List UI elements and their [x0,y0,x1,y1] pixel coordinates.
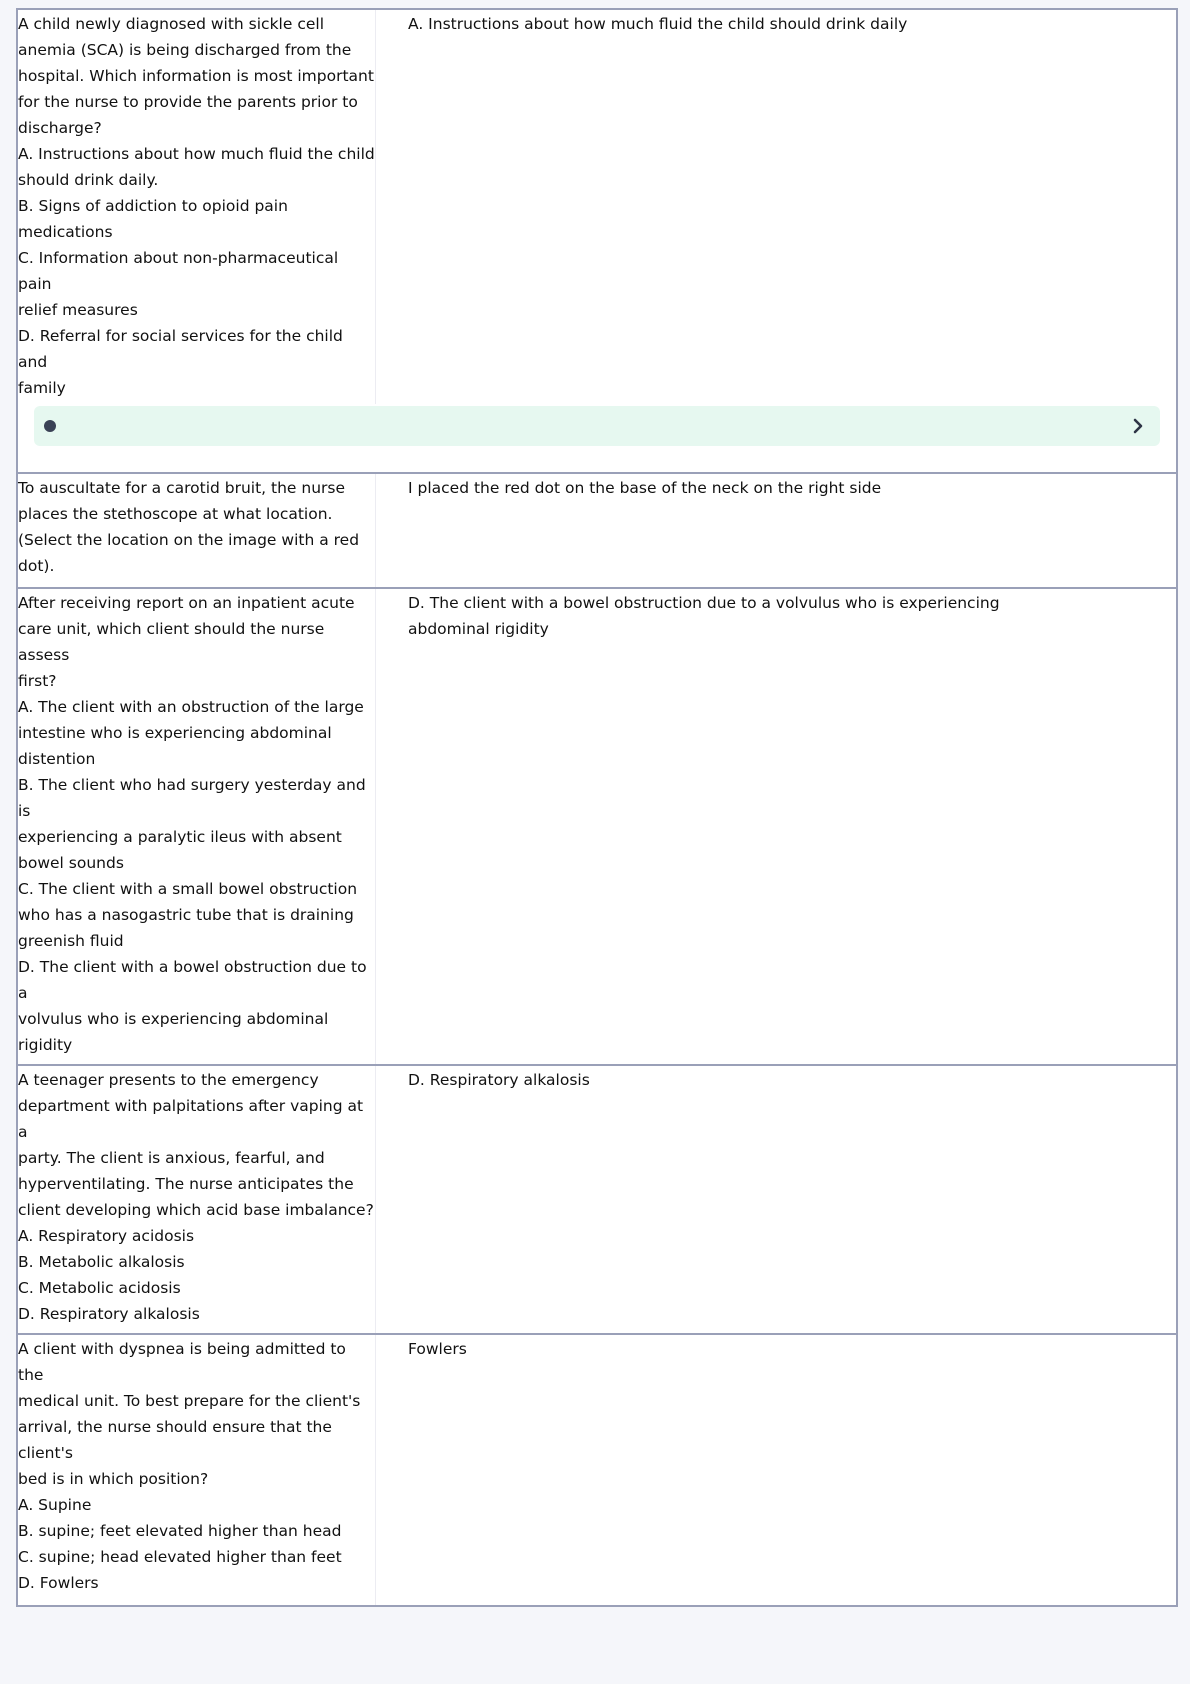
question-line: D. The client with a bowel obstruction due to a [18,958,367,1002]
answer-cell: I placed the red dot on the base of the neck on the right side [408,479,882,497]
question-line: who has a nasogastric tube that is draining [18,906,354,924]
answer-cell: Fowlers [408,1340,467,1358]
question-line: for the nurse to provide the parents prior to [18,93,358,111]
question-line: hyperventilating. The nurse anticipates the [18,1175,354,1193]
question-line: party. The client is anxious, fearful, and [18,1149,325,1167]
question-cell [18,1335,376,1605]
question-line: should drink daily. [18,171,159,189]
question-line: C. supine; head elevated higher than feet [18,1548,342,1566]
question-line: (Select the location on the image with a red [18,531,360,549]
question-line: relief measures [18,301,138,319]
question-line: anemia (SCA) is being discharged from the [18,41,352,59]
question-line: D. Fowlers [18,1574,99,1592]
question-line: A. Supine [18,1496,92,1514]
answer-cell: D. The client with a bowel obstruction due to a volvulus who is experiencing abdominal rigidity [408,594,1000,638]
question-line: client developing which acid base imbalance? [18,1201,374,1219]
question-line: D. Referral for social services for the child and [18,327,343,371]
question-line: A. Respiratory acidosis [18,1227,195,1245]
question-line: C. Information about non-pharmaceutical pain [18,249,339,293]
question-line: B. Metabolic alkalosis [18,1253,185,1271]
question-line: D. Respiratory alkalosis [18,1305,200,1323]
chevron-right-icon[interactable] [1126,414,1150,438]
question-line: C. The client with a small bowel obstruction [18,880,358,898]
question-line: intestine who is experiencing abdominal [18,724,332,742]
question-line: volvulus who is experiencing abdominal [18,1010,329,1028]
question-cell [18,474,376,587]
question-line: department with palpitations after vaping at a [18,1097,364,1141]
carousel-nav-bar [34,406,1160,446]
table-row [18,474,1176,589]
question-line: medical unit. To best prepare for the client's [18,1392,361,1410]
question-line: experiencing a paralytic ileus with absent [18,828,342,846]
qa-table [16,8,1178,1607]
question-line: bowel sounds [18,854,124,872]
question-line: A. The client with an obstruction of the large [18,698,364,716]
question-line: B. The client who had surgery yesterday and is [18,776,366,820]
question-line: dot). [18,557,55,575]
question-line: hospital. Which information is most important [18,67,374,85]
question-line: arrival, the nurse should ensure that the client's [18,1418,332,1462]
answer-cell: D. Respiratory alkalosis [408,1071,590,1089]
question-line: A client with dyspnea is being admitted to the [18,1340,346,1384]
table-row [18,1066,1176,1335]
question-line: B. supine; feet elevated higher than head [18,1522,342,1540]
question-line: B. Signs of addiction to opioid pain [18,197,288,215]
question-cell [18,10,376,404]
question-line: bed is in which position? [18,1470,209,1488]
question-line: family [18,379,66,397]
question-line: A child newly diagnosed with sickle cell [18,15,324,33]
table-row [18,589,1176,1066]
answer-cell: A. Instructions about how much fluid the child should drink daily [408,15,908,33]
question-line: discharge? [18,119,102,137]
dot-icon[interactable] [44,420,56,432]
question-cell [18,1066,376,1333]
question-line: C. Metabolic acidosis [18,1279,181,1297]
question-cell [18,589,376,1064]
question-line: A teenager presents to the emergency [18,1071,319,1089]
question-line: greenish fluid [18,932,124,950]
question-line: medications [18,223,113,241]
question-line: After receiving report on an inpatient acute [18,594,355,612]
question-line: distention [18,750,96,768]
question-line: rigidity [18,1036,73,1054]
question-line: A. Instructions about how much fluid the child [18,145,375,163]
question-line: places the stethoscope at what location. [18,505,333,523]
table-row [18,1335,1176,1607]
table-row [18,10,1176,474]
question-line: To auscultate for a carotid bruit, the nurse [18,479,346,497]
question-line: care unit, which client should the nurse assess [18,620,325,664]
question-line: first? [18,672,57,690]
